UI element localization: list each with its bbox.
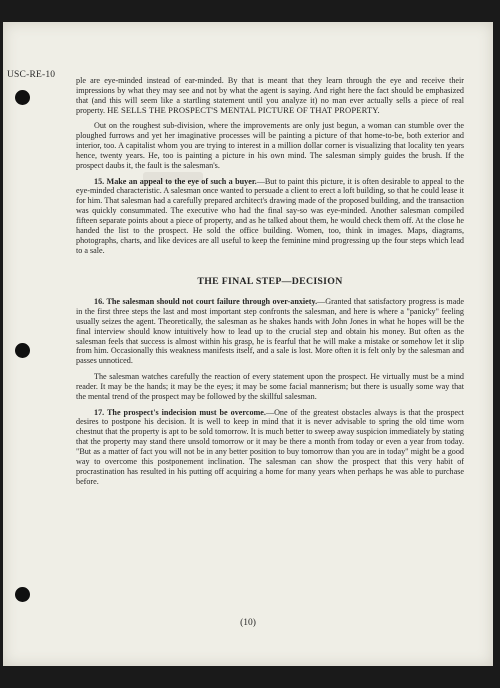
document-page [3, 22, 493, 666]
paragraph-text: Out on the roughest sub-division, where the improvements are only just begun, a woman can stumble over the ploughed furrows and yet her imaginative processes will be painting a picture of that home-to-be, both exterior and interior, too. A capitalist whom you are trying to interest in a million dollar corner is visualizing that locality ten years hence, twenty years. He, too is painting a picture in his own mind. The salesman simply guides the brush. If the prospect daubs it, the fault is the salesman's. [76, 121, 464, 170]
paragraph-text: —Granted that satisfactory progress is made in the first three steps the last and most important step confronts the salesman, and here is where a "panicky" feeling usually seizes the agent. Theoretically, the salesman as he shakes hands with John Jones in what he hopes will be the final interview should know intuitively how to lead up to the crucial step and obtain his money. But often as the salesman feels that success is almost within his grasp, he is fearful that he will make a mistake or somehow let it slip from him. Occasionally this weakness manifests itself, and a sale is lost. More often it is felt only by the salesman and passes unnoticed. [76, 297, 464, 366]
paragraph-heading: 17. The prospect's indecision must be overcome. [94, 407, 266, 417]
paragraph [76, 408, 464, 487]
paragraph-text: —One of the greatest obstacles always is that the prospect desires to postpone his decision. It is well to keep in mind that it is never advisable to spring the old time worn chestnut that the property is apt to be sold tomorrow. It is much better to sweep away suspicion immediately by stating that the property may stand there unsold tomorrow or it may be there a month from today or even a year from today. "But as a matter of fact you will not be in any better position to buy tomorrow than you are in today" might be a good way to overcome this postponement inclination. The salesman can show the prospect that this very habit of procrastination has resulted in his putting off acquiring a home for many years when perhaps he was able to purchase before. [76, 407, 464, 486]
paragraph [76, 372, 464, 402]
binder-hole-bottom [15, 587, 30, 602]
body-text [76, 76, 464, 492]
paragraph-text: —But to paint this picture, it is often desirable to appeal to the eye-minded characteristic. A salesman once wanted to persuade a client to erect a loft building, so that he could lease it for him. That salesman had a carefully prepared architect's drawing made of the proposed building, and the transaction was quickly consummated. The executive who had the final say-so was eye-minded. Another salesman compiled fifteen separate points about a piece of property, and as he talked about them, he would check them off. At the close he handed the list to the prospect. He sold the office building. Women, too, think in images. Maps, diagrams, photographs, charts, and like devices are all useful to keep the feminine mind progressing up the four steps which lead to a sale. [76, 176, 464, 255]
paragraph-text: ple are eye-minded instead of ear-minded. By that is meant that they learn through the eye and receive their impressions by what they may see and not by what the agent is saying. And right here the fact should be emphasized that (and this will seem like a startling statement until you analyze it) no man ever actually sells a piece of real property. [76, 76, 464, 115]
binder-hole-top [15, 90, 30, 105]
binder-hole-middle [15, 343, 30, 358]
paragraph [76, 76, 464, 115]
paragraph-text: The salesman watches carefully the reaction of every statement upon the prospect. He virtually must be a mind reader. It may be the hands; it may be the eyes; it may be some facial mannerism; but there is usually some way that the mental trend of the prospect may be followed by the skillful salesman. [76, 372, 464, 401]
paragraph-heading: 15. Make an appeal to the eye of such a buyer. [94, 176, 257, 186]
paragraph [76, 297, 464, 366]
section-title: THE FINAL STEP—DECISION [197, 276, 343, 288]
paragraph [76, 177, 464, 256]
document-code: USC-RE-10 [7, 70, 56, 80]
page-number: (10) [240, 618, 256, 628]
paragraph-heading: 16. The salesman should not court failure through over-anxiety. [94, 297, 318, 307]
paragraph-emphasis: HE SELLS THE PROSPECT'S MENTAL PICTURE OF THAT PROPERTY. [107, 104, 380, 115]
paragraph [76, 121, 464, 170]
